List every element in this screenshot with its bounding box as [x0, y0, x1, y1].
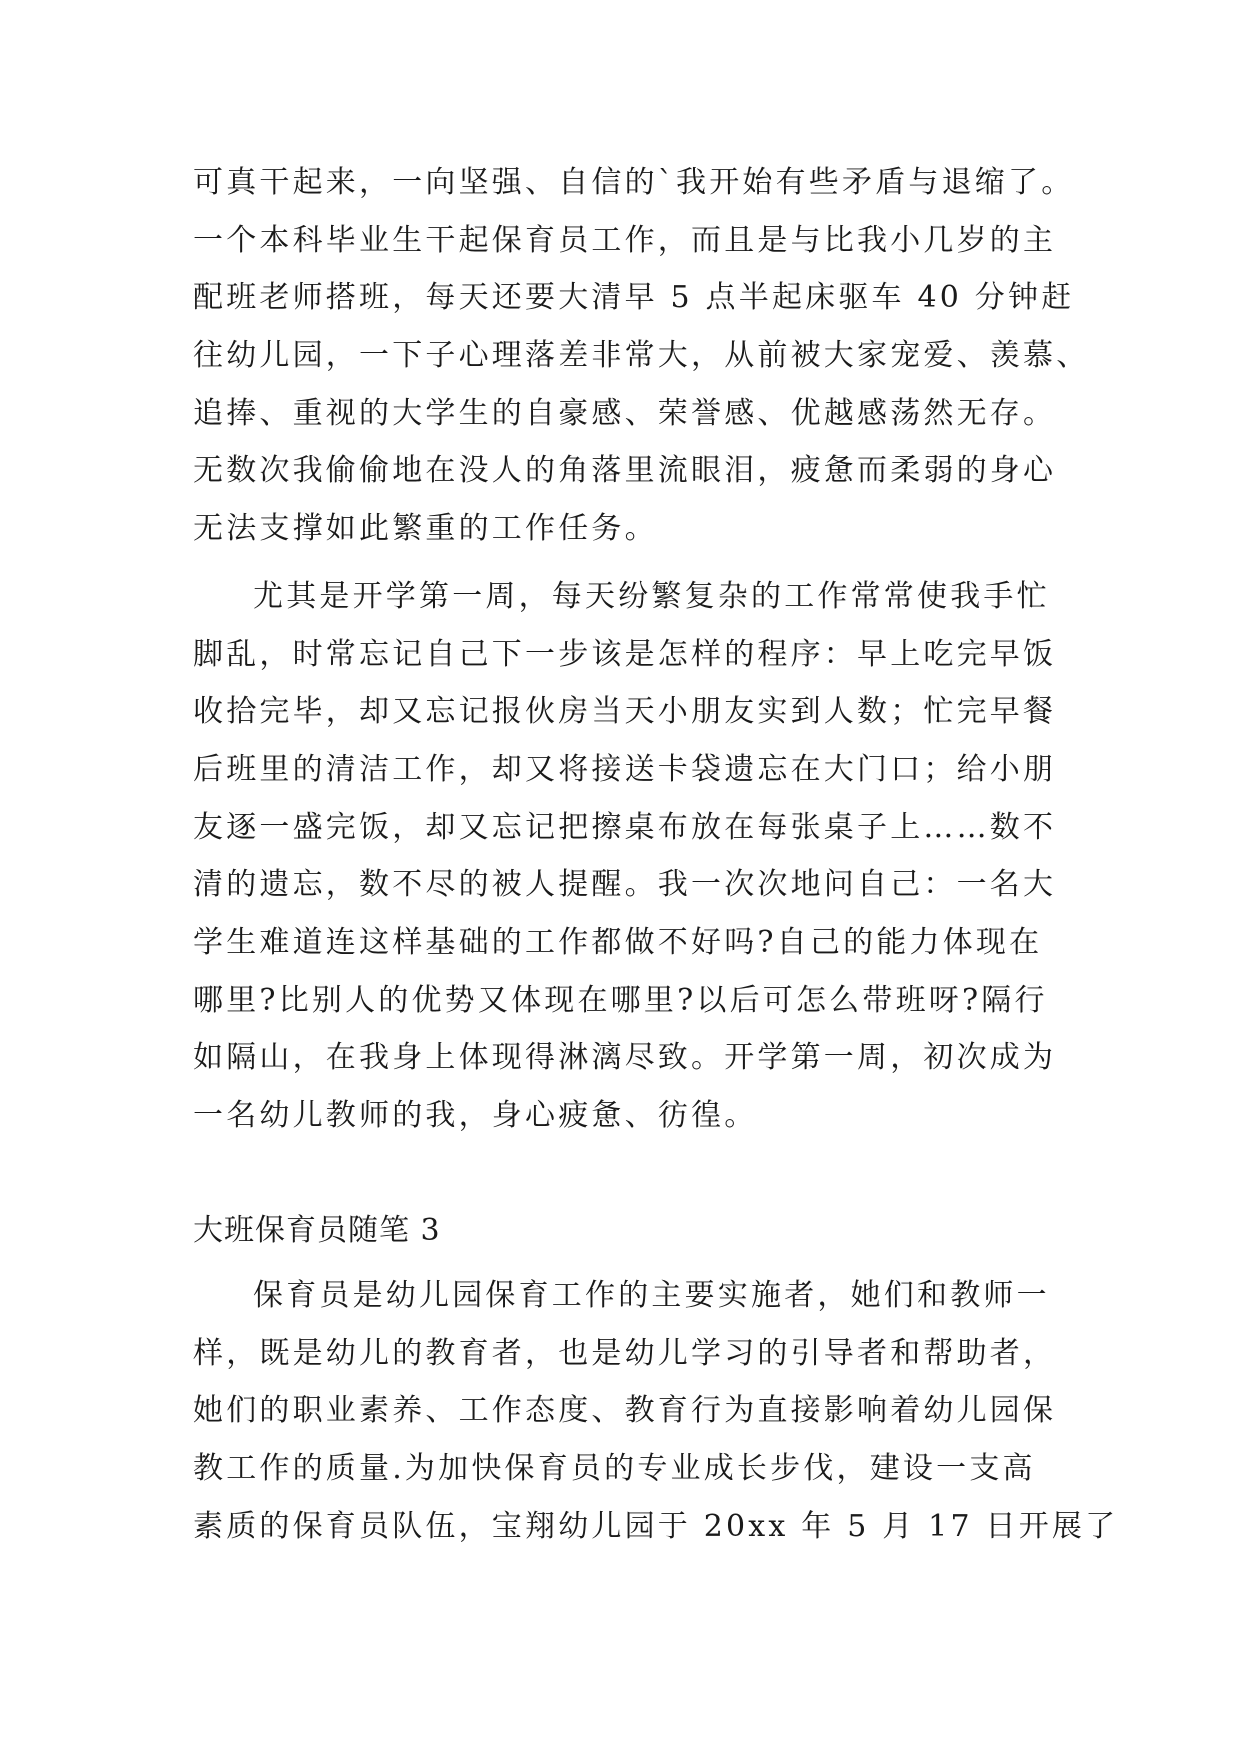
text-line: 尤其是开学第一周，每天纷繁复杂的工作常常使我手忙: [253, 579, 1050, 614]
text-line: 脚乱，时常忘记自己下一步该是怎样的程序：早上吃完早饭: [193, 637, 1057, 672]
section-heading: 大班保育员随笔 3: [193, 1213, 441, 1248]
text-line: 往幼儿园，一下子心理落差非常大，从前被大家宠爱、羡慕、: [193, 338, 1090, 373]
text-line: 收拾完毕，却又忘记报伙房当天小朋友实到人数；忙完早餐: [193, 694, 1057, 729]
text-line: 清的遗忘，数不尽的被人提醒。我一次次地问自己：一名大: [193, 867, 1057, 902]
text-line: 后班里的清洁工作，却又将接送卡袋遗忘在大门口；给小朋: [193, 752, 1057, 787]
text-line: 一个本科毕业生干起保育员工作，而且是与比我小几岁的主: [193, 223, 1057, 258]
text-line: 保育员是幼儿园保育工作的主要实施者，她们和教师一: [253, 1278, 1050, 1313]
text-line: 无法支撑如此繁重的工作任务。: [193, 511, 658, 546]
text-line: 素质的保育员队伍，宝翔幼儿园于 20xx 年 5 月 17 日开展了: [193, 1509, 1119, 1544]
text-line: 可真干起来，一向坚强、自信的`我开始有些矛盾与退缩了。: [193, 165, 1075, 200]
text-line: 如隔山，在我身上体现得淋漓尽致。开学第一周，初次成为: [193, 1040, 1057, 1075]
text-line: 配班老师搭班，每天还要大清早 5 点半起床驱车 40 分钟赶: [193, 280, 1075, 315]
text-line: 哪里?比别人的优势又体现在哪里?以后可怎么带班呀?隔行: [193, 983, 1048, 1018]
text-line: 无数次我偷偷地在没人的角落里流眼泪，疲惫而柔弱的身心: [193, 453, 1057, 488]
text-line: 教工作的质量.为加快保育员的专业成长步伐，建设一支高: [193, 1451, 1036, 1486]
text-line: 追捧、重视的大学生的自豪感、荣誉感、优越感荡然无存。: [193, 396, 1057, 431]
text-line: 友逐一盛完饭，却又忘记把擦桌布放在每张桌子上……数不: [193, 810, 1057, 845]
text-line: 样，既是幼儿的教育者，也是幼儿学习的引导者和帮助者，: [193, 1336, 1057, 1371]
text-line: 她们的职业素养、工作态度、教育行为直接影响着幼儿园保: [193, 1393, 1057, 1428]
text-line: 一名幼儿教师的我，身心疲惫、彷徨。: [193, 1098, 758, 1133]
text-line: 学生难道连这样基础的工作都做不好吗?自己的能力体现在: [193, 925, 1043, 960]
